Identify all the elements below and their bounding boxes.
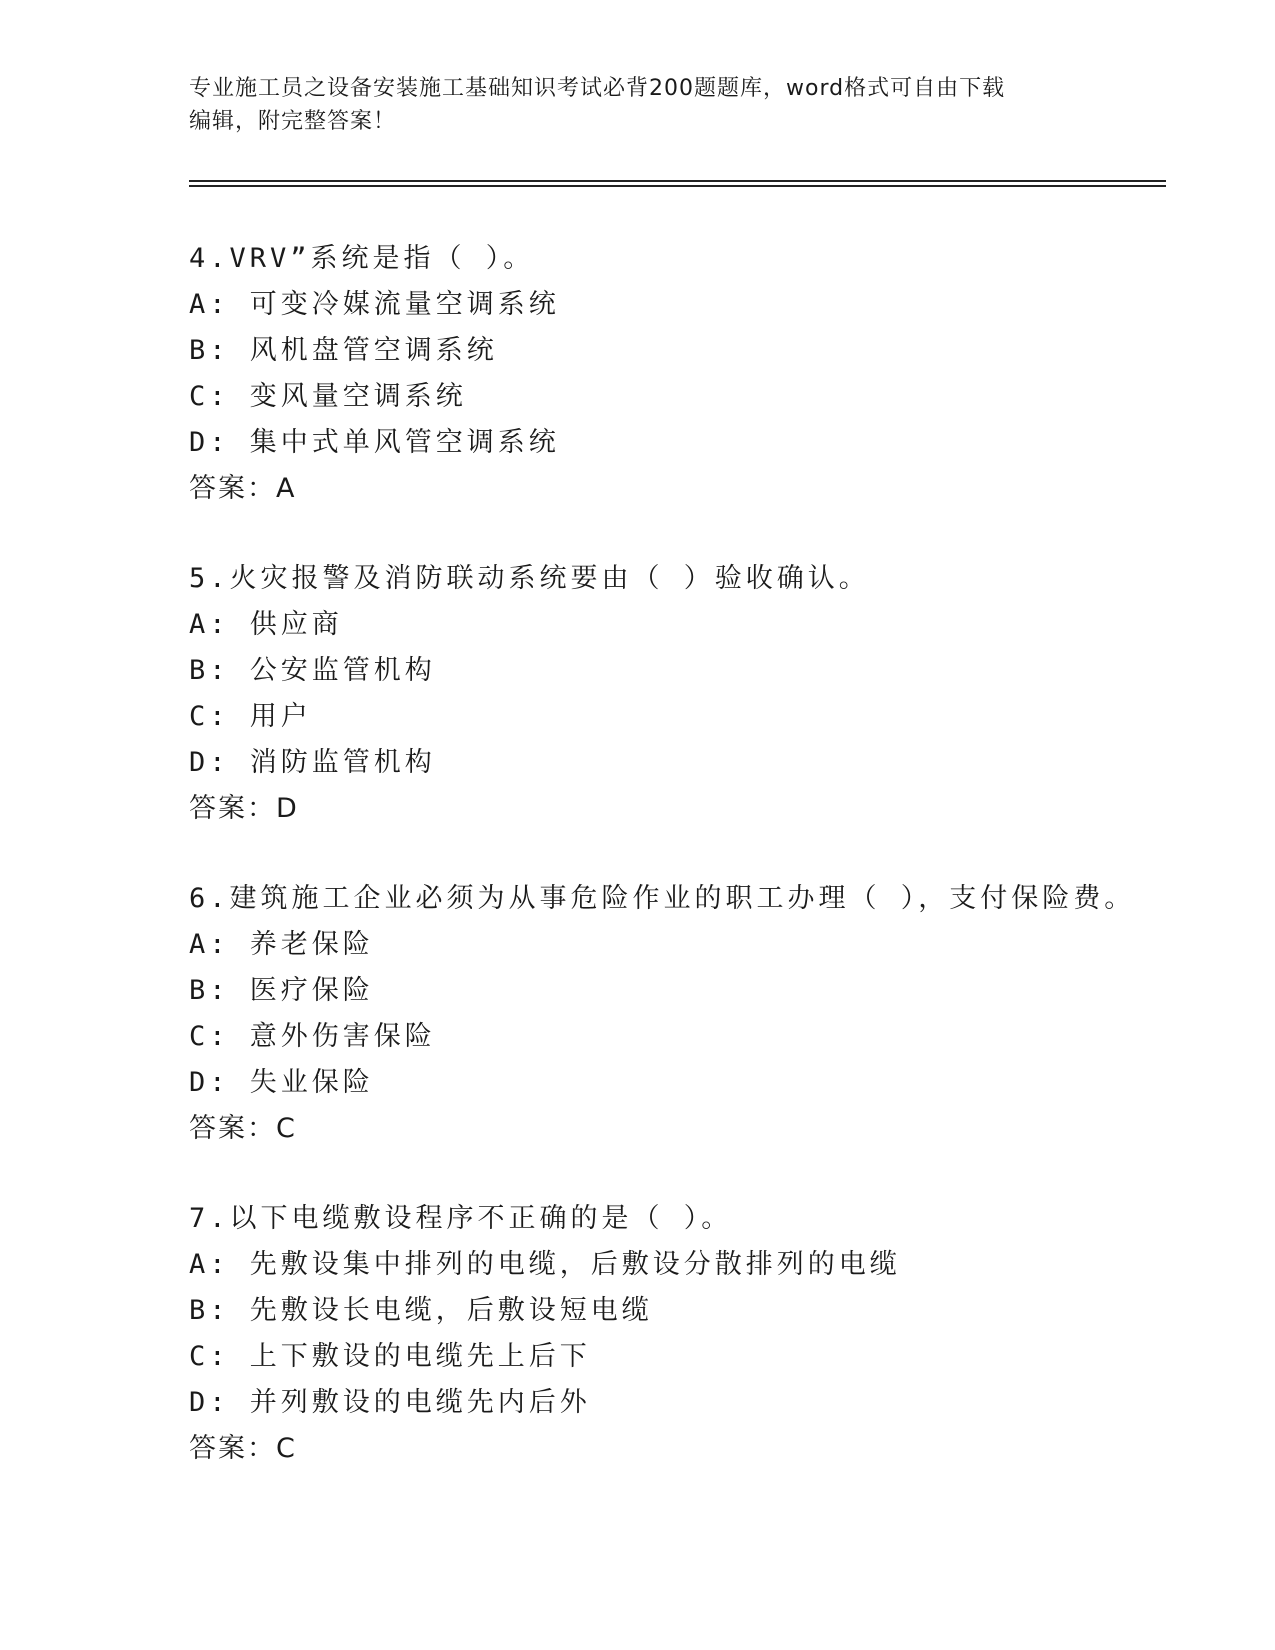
question-stem: 7.以下电缆敷设程序不正确的是（ ）。 [189,1203,733,1234]
answer: 答案：D [189,793,299,824]
question-stem: 4.VRV”系统是指（ ）。 [189,243,535,274]
option-b: B: 先敷设长电缆，后敷设短电缆 [189,1295,653,1326]
option-a: A: 可变冷媒流量空调系统 [189,289,560,320]
header-divider-bottom [189,185,1166,187]
option-c: C: 变风量空调系统 [189,381,467,412]
header-line-2: 编辑，附完整答案！ [189,109,397,134]
question-list [189,236,1189,1516]
option-d: D: 失业保险 [189,1067,374,1098]
option-a: A: 先敷设集中排列的电缆，后敷设分散排列的电缆 [189,1249,901,1280]
option-b: B: 医疗保险 [189,975,374,1006]
answer: 答案：C [189,1113,297,1144]
header-line-1: 专业施工员之设备安装施工基础知识考试必背200题题库，word格式可自由下载 [189,76,1006,101]
answer: 答案：C [189,1433,297,1464]
question-4 [189,236,1189,512]
answer: 答案：A [189,473,297,504]
option-a: A: 供应商 [189,609,343,640]
question-6 [189,876,1189,1152]
option-c: C: 用户 [189,701,312,732]
option-c: C: 上下敷设的电缆先上后下 [189,1341,591,1372]
option-d: D: 并列敷设的电缆先内后外 [189,1387,591,1418]
question-stem: 5.火灾报警及消防联动系统要由（ ）验收确认。 [189,563,870,594]
document-header [189,72,1079,138]
option-b: B: 风机盘管空调系统 [189,335,498,366]
question-stem: 6.建筑施工企业必须为从事危险作业的职工办理（ ），支付保险费。 [189,883,1136,914]
option-d: D: 消防监管机构 [189,747,436,778]
option-b: B: 公安监管机构 [189,655,436,686]
header-divider-top [189,180,1166,182]
question-5 [189,556,1189,832]
option-a: A: 养老保险 [189,929,374,960]
option-c: C: 意外伤害保险 [189,1021,436,1052]
option-d: D: 集中式单风管空调系统 [189,427,560,458]
question-7 [189,1196,1189,1472]
